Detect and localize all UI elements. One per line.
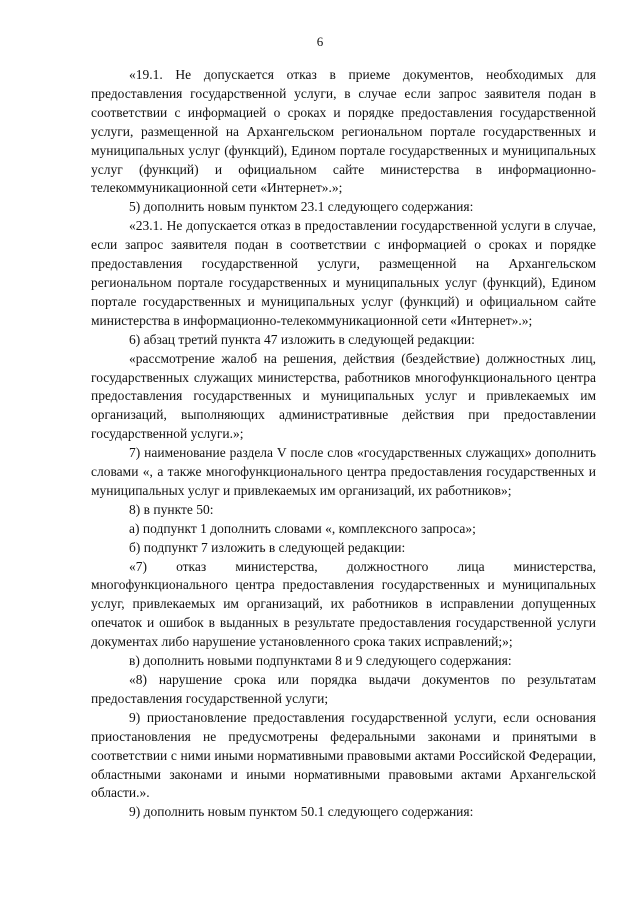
page-number: 6 (316, 34, 324, 49)
paragraph-item-5: 5) дополнить новым пунктом 23.1 следующего содержания: (129, 199, 474, 215)
paragraph-subpoint-8: «8) нарушение срока или порядка выдачи документов по результатам предоставления государственной услуги; (91, 672, 596, 706)
paragraph-complaints: «рассмотрение жалоб на решения, действия (бездействие) должностных лиц, государственных служащих министерства, работников многофункционального центра предоставления государственных и муниципальных услуг и привлекаемых им организаций, выполняющих административные действия при предоставлении государственной услуги.»; (91, 350, 596, 442)
paragraph-subitem-v: в) дополнить новыми подпунктами 8 и 9 следующего содержания: (129, 653, 512, 669)
paragraph-item-9: 9) дополнить новым пунктом 50.1 следующего содержания: (129, 804, 474, 820)
paragraph-subpoint-9: 9) приостановление предоставления государственной услуги, если основания приостановления не предусмотрены федеральными законами и принятыми в соответствии с ними иными нормативными правовыми актами Российской Федерации, областными законами и иными нормативными правовыми актами Архангельской области.». (91, 709, 596, 801)
paragraph-23-1: «23.1. Не допускается отказ в предоставлении государственной услуги в случае, если запрос заявителя подан в соответствии с информацией о сроках и порядке предоставления государственной услуги, размещенной на Архангельском региональном портале государственных и муниципальных услуг (функций), Едином портале государственных и муниципальных услуг (функций) и официальном сайте министерства в информационно-телекоммуникационной сети «Интернет».»; (91, 218, 596, 328)
paragraph-subpoint-7: «7) отказ министерства, должностного лица министерства, многофункционального центра предоставления государственных и муниципальных услуг, привлекаемых им организаций, их работников в исправлении допущенных опечаток и ошибок в выданных в результате предоставления государственной услуги документах либо нарушение установленного срока таких исправлений;»; (91, 558, 596, 650)
paragraph-item-6: 6) абзац третий пункта 47 изложить в следующей редакции: (129, 331, 475, 347)
paragraph-subitem-b: б) подпункт 7 изложить в следующей редакции: (129, 539, 406, 555)
paragraph-19-1: «19.1. Не допускается отказ в приеме документов, необходимых для предоставления государственной услуги, в случае если запрос заявителя подан в соответствии с информацией о сроках и порядке предоставления государственной услуги, размещенной на Архангельском региональном портале государственных и муниципальных услуг (функций), Едином портале государственных и муниципальных услуг (функций) и официальном сайте министерства в информационно-телекоммуникационной сети «Интернет».»; (91, 67, 596, 196)
paragraph-item-7: 7) наименование раздела V после слов «государственных служащих» дополнить словами «, а также многофункционального центра предоставления государственных и муниципальных услуг и привлекаемых им организаций, их работников»; (91, 445, 596, 498)
paragraph-item-8: 8) в пункте 50: (129, 501, 214, 517)
paragraph-subitem-a: а) подпункт 1 дополнить словами «, комплексного запроса»; (129, 520, 476, 536)
document-body (91, 66, 596, 822)
